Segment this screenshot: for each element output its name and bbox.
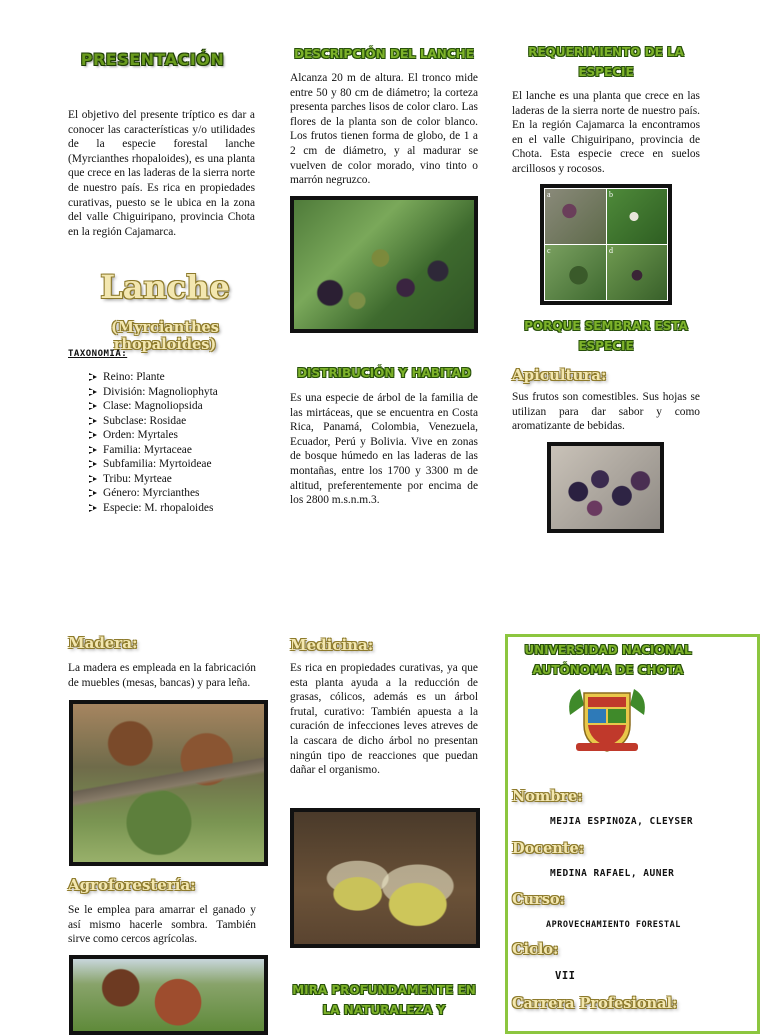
photo-c: c — [545, 245, 606, 300]
list-item: Subclase: Rosidae — [86, 414, 266, 429]
photo-b: b — [607, 189, 667, 244]
presentacion-heading: PRESENTACIÓN — [80, 50, 225, 69]
list-item: Orden: Myrtales — [86, 428, 266, 443]
list-item: Género: Myrcianthes — [86, 486, 266, 501]
madera-heading: Madera: — [68, 634, 138, 652]
apicultura-text: Sus frutos son comestibles. Sus hojas se utilizan para dar sabor y como aromatizante de bebidas. — [512, 391, 700, 433]
ciclo-label: Ciclo: — [512, 941, 559, 958]
distribucion-heading: DISTRIBUCIÓN Y HABITAD — [297, 366, 471, 380]
agroforesteria-photo — [69, 955, 268, 1035]
descripcion-text: Alcanza 20 m de altura. El tronco mide entre 50 y 80 cm de diámetro; la corteza presenta parches lisos de color claro. Las flores de la planta son de color blanco. Los frutos tienen forma de globo, de 1 a 2 cm de diámetro, y al madurar se vuelven de color morado, vino tinto o marrón negruzco. — [290, 72, 478, 187]
medicina-text: Es rica en propiedades curativas, ya que esta planta ayuda a la reducción de grasas, cólicos, además es un árbol frutal, curativo: También apuesta a la curación de infecciones leves atreves de la cascara de dicho árbol no presentan ningún tipo de reacciones que puedan dañar el organismo. — [290, 662, 478, 777]
list-item: Clase: Magnoliopsida — [86, 399, 266, 414]
lanche-fruits-photo — [290, 196, 478, 333]
docente-value: MEDINA RAFAEL, AUNER — [550, 868, 675, 879]
porque-heading-line2: ESPECIE — [578, 339, 634, 353]
carrera-label: Carrera Profesional: — [512, 995, 678, 1012]
nombre-value: MEJIA ESPINOZA, CLEYSER — [550, 816, 694, 827]
list-item: División: Magnoliophyta — [86, 385, 266, 400]
agroforesteria-text: Se le emplea para amarrar el ganado y así mismo hacerle sombra. También sirve como cercos agrícolas. — [68, 904, 256, 946]
list-item: Tribu: Myrteae — [86, 472, 266, 487]
nombre-label: Nombre: — [512, 788, 583, 805]
photo-d: d — [607, 245, 667, 300]
mira-line1: MIRA PROFUNDAMENTE EN — [292, 983, 476, 997]
requerimiento-heading-line2: ESPECIE — [578, 65, 634, 79]
requerimiento-text: El lanche es una planta que crece en las laderas de la sierra norte de nuestro país. En la región Cajamarca la encontramos en el valle Chiguiripano, provincia de Chota. Esta especie crece en suelos arcillosos y rocosos. — [512, 90, 700, 175]
lanche-title: Lanche — [100, 268, 230, 306]
list-item: Especie: M. rhopaloides — [86, 501, 266, 516]
university-crest-icon — [566, 685, 648, 755]
agroforesteria-heading: Agroforestería: — [68, 876, 196, 894]
taxonomia-list — [86, 370, 266, 515]
photo-a: a — [545, 189, 606, 244]
madera-tree-photo — [69, 700, 268, 866]
requerimiento-heading-line1: REQUERIMIENTO DE LA — [528, 45, 684, 59]
ciclo-value: VII — [555, 970, 576, 982]
medicina-heading: Medicina: — [290, 636, 374, 654]
list-item: Familia: Myrtaceae — [86, 443, 266, 458]
university-line1: UNIVERSIDAD NACIONAL — [524, 643, 692, 657]
curso-value: APROVECHAMIENTO FORESTAL — [546, 920, 681, 930]
porque-heading-line1: PORQUE SEMBRAR ESTA — [524, 319, 688, 333]
descripcion-heading: DESCRIPCIÓN DEL LANCHE — [294, 47, 474, 61]
list-item: Subfamilia: Myrtoideae — [86, 457, 266, 472]
berries-photo — [547, 442, 664, 533]
distribucion-text: Es una especie de árbol de la familia de las mirtáceas, que se encuentra en Costa Rica, Panamá, Colombia, Venezuela, Ecuador, Perú y Bolivia. Vive en zonas de bosque húmedo en las laderas de las montañas, entre los 1700 y 3300 m de altitud, preferentemente por encima de los 2800 m.s.n.m.3. — [290, 392, 478, 507]
apicultura-heading: Apicultura: — [512, 366, 607, 384]
taxonomia-heading: TAXONOMIA: — [68, 349, 128, 359]
university-line2: AUTÓNOMA DE CHOTA — [532, 663, 684, 677]
list-item: Reino: Plante — [86, 370, 266, 385]
curso-label: Curso: — [512, 891, 565, 908]
mira-line2: LA NATURALEZA Y — [322, 1003, 446, 1017]
madera-text: La madera es empleada en la fabricación de muebles (mesas, bancas) y para leña. — [68, 662, 256, 689]
lanche-subtitle: (Myrcianthes rhopaloides) — [111, 319, 219, 353]
presentacion-text: El objetivo del presente tríptico es dar a conocer las características y/o utilidades de la especie forestal lanche (Myrcianthes rhopaloides), es una planta que crece en las laderas de la sierra norte de nuestro país. Es rica en propiedades curativas, puesto se le ubica en la zona del valle Chiguiripano, provincia Chota en la región Cajamarca. — [68, 109, 255, 238]
herbal-tea-photo — [290, 808, 480, 948]
species-photo-grid — [540, 184, 672, 305]
docente-label: Docente: — [512, 840, 585, 857]
